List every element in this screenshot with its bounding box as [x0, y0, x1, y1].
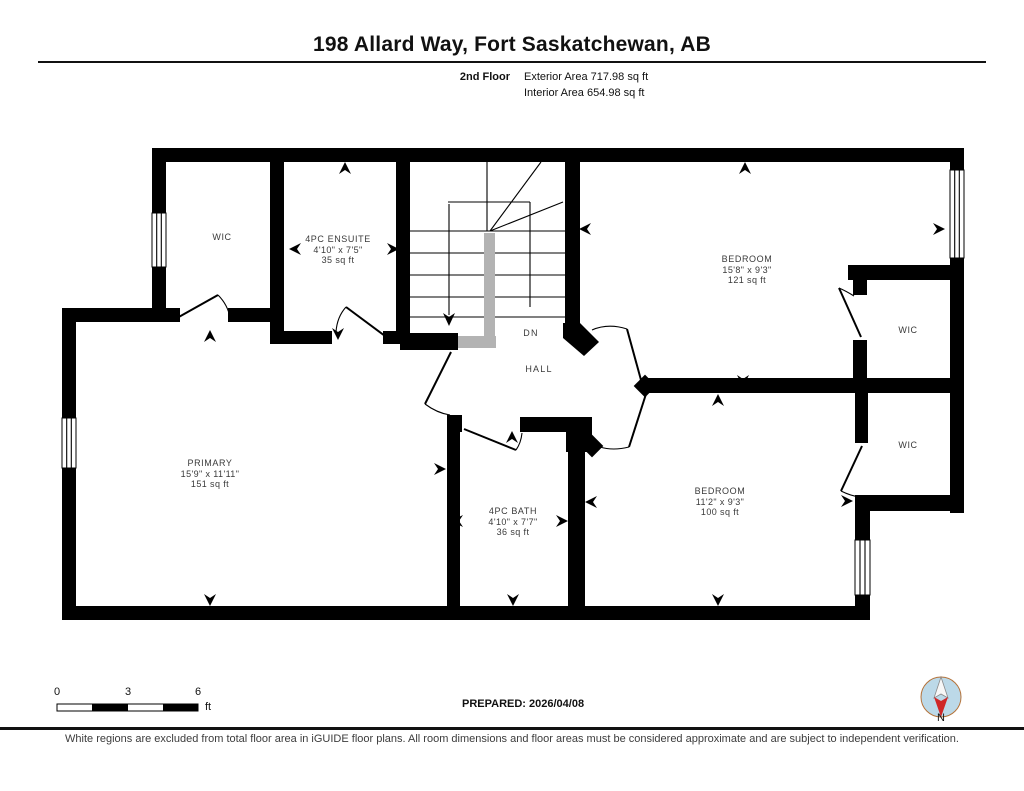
scale-tick-3: 3: [124, 686, 132, 698]
window-right-lower: [855, 540, 870, 595]
stairs-railing: [458, 233, 496, 348]
room-label-primary: PRIMARY 15'9" x 11'11" 151 sq ft: [180, 458, 240, 489]
compass-icon: [921, 677, 961, 717]
stair-door-jamb: [563, 323, 599, 356]
door-ensuite: [336, 307, 385, 336]
exterior-area: Exterior Area 717.98 sq ft: [524, 71, 649, 83]
room-label-bath: 4PC BATH 4'10" x 7'7" 36 sq ft: [488, 506, 538, 537]
page-title: 198 Allard Way, Fort Saskatchewan, AB: [313, 33, 711, 56]
footer-divider: [0, 727, 1024, 730]
door-wic-right-upper: [839, 288, 861, 337]
compass-north-label: N: [937, 712, 945, 724]
scale-tick-0: 0: [53, 686, 61, 698]
room-label-wic-right-upper: WIC: [898, 325, 918, 335]
window-left-lower: [62, 418, 76, 468]
window-left-upper: [152, 213, 166, 267]
disclaimer-text: White regions are excluded from total floor area in iGUIDE floor plans. All room dimensions and floor areas must be considered approximate and are subject to independent verification.: [65, 733, 959, 745]
room-label-wic-right-lower: WIC: [898, 440, 918, 450]
room-label-bedroom-top: BEDROOM 15'8" x 9'3" 121 sq ft: [721, 254, 773, 285]
door-bedroom-bottom: [600, 394, 646, 449]
room-label-ensuite: 4PC ENSUITE 4'10" x 7'5" 35 sq ft: [305, 234, 371, 265]
scale-bar: [57, 704, 198, 711]
room-label-wic-top-left: WIC: [212, 232, 232, 242]
interior-area: Interior Area 654.98 sq ft: [524, 87, 645, 99]
prepared-date: PREPARED: 2026/04/08: [462, 698, 585, 710]
room-label-bedroom-bottom: BEDROOM 11'2" x 9'3" 100 sq ft: [694, 486, 746, 517]
walls: [62, 148, 964, 620]
scale-unit: ft: [205, 701, 212, 713]
window-right-upper: [950, 170, 964, 258]
door-primary: [425, 352, 451, 415]
scale-tick-6: 6: [194, 686, 202, 698]
door-wic-right-lower: [841, 446, 862, 497]
door-bedroom-top: [592, 326, 641, 380]
door-wic-top-left: [177, 295, 230, 318]
stairs-dn-label: DN: [523, 328, 539, 338]
floor-name: 2nd Floor: [459, 71, 510, 83]
hall-label: HALL: [525, 364, 553, 374]
